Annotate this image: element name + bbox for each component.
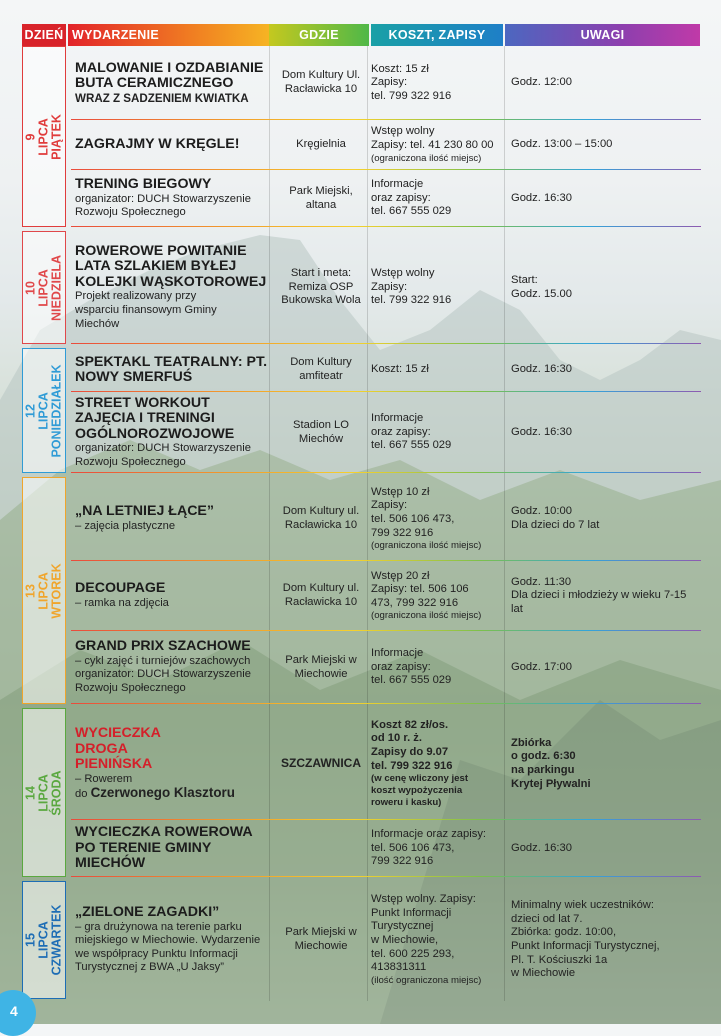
event-note: Godz. 12:00 xyxy=(511,76,572,89)
event-subtitle: Projekt realizowany przy wsparciu finansowym Gminy Miechów xyxy=(75,290,217,330)
event-title: GRAND PRIX SZACHOWE xyxy=(75,638,251,655)
event-location: Stadion LO Miechów xyxy=(293,418,349,445)
event-row xyxy=(71,708,701,820)
event-subtitle: – zajęcia plastyczne xyxy=(75,519,176,532)
event-note: na parkingu xyxy=(511,764,575,776)
event-cost-line: Turystycznej xyxy=(371,920,434,933)
page-number: 4 xyxy=(10,1003,18,1019)
event-cost-line: Koszt: 15 zł xyxy=(371,363,429,376)
day-weekday: WTOREK xyxy=(49,562,64,619)
event-cost-line: oraz zapisy: xyxy=(371,660,431,673)
event-cost-line: Zapisy do 9.07 xyxy=(371,746,449,758)
event-row xyxy=(71,392,701,473)
event-cost-line: w Miechowie, xyxy=(371,934,439,946)
event-subtitle: – Rowerem xyxy=(75,772,133,785)
header-notes: UWAGI xyxy=(505,24,700,46)
event-cost-line: Zapisy: xyxy=(371,280,408,293)
event-row xyxy=(71,477,701,561)
event-note: Zbiórka: godz. 10:00, xyxy=(511,926,617,939)
event-cost-line: tel. 667 555 029 xyxy=(371,439,452,452)
event-title: DECOUPAGE xyxy=(75,580,166,597)
event-row xyxy=(71,120,701,170)
day-weekday: PONIEDZIAŁEK xyxy=(49,363,64,458)
event-note: o godz. 6:30 xyxy=(511,750,576,763)
event-note: Godz. 16:30 xyxy=(511,841,572,854)
event-title: „ZIELONE ZAGADKI” xyxy=(75,904,220,921)
event-cost-line: Koszt: 15 zł xyxy=(371,62,429,75)
event-row xyxy=(71,348,701,392)
event-row xyxy=(71,170,701,227)
event-note: Godz. 16:30 xyxy=(511,191,572,204)
event-subtitle: – gra drużynowa na terenie parku miejskiego w Miechowie. Wydarzenie we współpracy Punktu Informacji Turystycznej z BWA „U Jaksy” xyxy=(75,920,261,974)
event-location: Start i meta: Remiza OSP Bukowska Wola xyxy=(281,267,361,307)
event-row xyxy=(71,820,701,877)
event-cost-line: Informacje xyxy=(371,412,424,425)
day-month: LIPCA xyxy=(36,117,51,156)
event-row xyxy=(71,561,701,631)
event-location: Dom Kultury ul. Racławicka 10 xyxy=(282,582,360,608)
event-cost-line: od 10 r. ż. xyxy=(371,732,422,745)
event-note: Minimalny wiek uczestników: xyxy=(511,899,654,912)
event-cost-line: Koszt 82 zł/os. xyxy=(371,718,449,731)
event-title: ZAGRAJMY W KRĘGLE! xyxy=(75,136,240,153)
event-cost-line: tel. 799 322 916 xyxy=(371,89,452,102)
event-subtitle: WRAZ Z SADZENIEM KWIATKA xyxy=(75,91,249,105)
event-subtitle-line xyxy=(75,786,271,802)
event-cost-line: Informacje xyxy=(371,178,424,191)
event-note: Zbiórka xyxy=(511,736,552,749)
event-cost-line: tel. 799 322 916 xyxy=(371,759,453,772)
event-cost-line: Zapisy: xyxy=(371,76,408,89)
event-title: WYCIECZKA ROWEROWA PO TERENIE GMINY MIECHÓW xyxy=(75,824,253,872)
event-note: Punkt Informacji Turystycznej, xyxy=(511,940,660,952)
row-divider xyxy=(71,343,701,344)
event-cost-line: tel. 506 106 473, xyxy=(371,841,455,854)
event-cost-line: Wstęp wolny xyxy=(371,267,435,280)
day-9 xyxy=(22,46,66,227)
day-num: 10 xyxy=(23,280,38,295)
event-cost-line: 799 322 916 xyxy=(371,526,434,539)
event-subtitle: do xyxy=(75,788,91,801)
day-month: LIPCA xyxy=(36,268,51,307)
day-month: LIPCA xyxy=(36,773,51,812)
event-location: Park Miejski w Miechowie xyxy=(285,926,357,952)
event-cost-line: Zapisy: tel. 506 106 xyxy=(371,583,469,596)
event-location: Dom Kultury amfiteatr xyxy=(290,356,352,382)
event-title: TRENING BIEGOWY xyxy=(75,176,212,193)
event-cost-line: tel. 506 106 473, xyxy=(371,513,455,525)
day-15 xyxy=(22,881,66,999)
header-day: DZIEŃ xyxy=(22,24,66,46)
day-num: 15 xyxy=(23,933,38,947)
day-num: 12 xyxy=(23,403,38,418)
event-note: Godz. 16:30 xyxy=(511,425,572,438)
event-location: Park Miejski w Miechowie xyxy=(285,653,357,680)
row-divider xyxy=(71,472,701,473)
event-location: Kręgielnia xyxy=(296,138,346,151)
day-num: 14 xyxy=(23,785,38,800)
header-cost: KOSZT, ZAPISY xyxy=(371,24,503,46)
event-title: ROWEROWE POWITANIE LATA SZLAKIEM BYŁEJ KOLEJKI WĄSKOTOROWEJ xyxy=(75,242,267,290)
event-note: Start: xyxy=(511,273,538,286)
header-where: GDZIE xyxy=(269,24,369,46)
event-title: „NA LETNIEJ ŁĄCE” xyxy=(75,503,214,520)
event-subtitle-bold: Czerwonego Klasztoru xyxy=(90,785,235,801)
day-weekday: NIEDZIELA xyxy=(49,254,64,321)
event-cost-line: Wstęp 20 zł xyxy=(371,569,430,582)
event-cost-line: tel. 799 322 916 xyxy=(371,294,452,307)
event-note: dzieci od lat 7. xyxy=(511,912,583,925)
day-month: LIPCA xyxy=(36,391,51,430)
event-subtitle: organizator: DUCH Stowarzyszenie Rozwoju Społecznego xyxy=(75,192,251,219)
event-cost-line: tel. 667 555 029 xyxy=(371,674,452,687)
event-note: Krytej Pływalni xyxy=(511,777,591,790)
event-cost-line: Informacje oraz zapisy: xyxy=(371,828,487,841)
event-cost-line: oraz zapisy: xyxy=(371,425,431,438)
day-weekday: PIĄTEK xyxy=(49,113,64,160)
event-cost-line: Wstęp wolny xyxy=(371,125,435,138)
event-cost-line: Wstęp 10 zł xyxy=(371,485,430,498)
event-note: Dla dzieci do 7 lat xyxy=(511,519,600,531)
event-title: WYCIECZKA DROGA PIENIŃSKA xyxy=(75,725,161,773)
event-subtitle: – cykl zajęć i turniejów szachowych organizator: DUCH Stowarzyszenie Rozwoju Społecznego xyxy=(75,654,251,695)
event-cost-line: Zapisy: tel. 41 230 80 00 xyxy=(371,139,494,151)
event-note: w Miechowie xyxy=(511,967,576,980)
event-location: Dom Kultury Ul. Racławicka 10 xyxy=(281,69,361,95)
event-note: Godz. 17:00 xyxy=(511,660,572,673)
row-divider xyxy=(71,226,701,227)
event-subtitle: – ramka na zdjęcia xyxy=(75,596,169,609)
event-cost-line: 799 322 916 xyxy=(371,855,434,868)
day-month: LIPCA xyxy=(36,571,51,610)
event-cost-line: Zapisy: xyxy=(371,499,408,512)
day-month: LIPCA xyxy=(36,921,51,959)
event-cost-line: oraz zapisy: xyxy=(371,191,431,204)
event-cost-line: 473, 799 322 916 xyxy=(371,596,459,609)
day-weekday: CZWARTEK xyxy=(49,904,64,976)
event-cost-line: tel. 600 225 293, xyxy=(371,947,455,960)
event-title: SPEKTAKL TEATRALNY: PT. NOWY SMERFUŚ xyxy=(75,353,268,385)
event-note: Godz. 15.00 xyxy=(511,287,572,300)
event-cost-line: Wstęp wolny. Zapisy: xyxy=(371,893,476,906)
event-note: Godz. 10:00 xyxy=(511,505,572,518)
event-note: Godz. 13:00 – 15:00 xyxy=(511,138,613,151)
event-location: Dom Kultury ul. Racławicka 10 xyxy=(282,505,360,531)
event-cost-note: (ograniczona ilość miejsc) xyxy=(371,152,482,164)
event-subtitle: organizator: DUCH Stowarzyszenie Rozwoju Społecznego xyxy=(75,442,251,468)
event-row xyxy=(71,631,701,704)
row-divider xyxy=(71,703,701,704)
day-14 xyxy=(22,708,66,877)
event-cost-line: 413831311 xyxy=(371,961,427,974)
day-num: 13 xyxy=(23,583,38,598)
day-10 xyxy=(22,231,66,344)
event-cost-note: (ilość ograniczona miejsc) xyxy=(371,974,482,986)
day-weekday: ŚRODA xyxy=(49,769,64,816)
event-note: Dla dzieci i młodzieży w wieku 7-15 lat xyxy=(511,589,687,615)
day-13 xyxy=(22,477,66,704)
event-row xyxy=(71,231,701,344)
event-title: MALOWANIE I OZDABIANIE BUTA CERAMICZNEGO xyxy=(75,59,264,92)
day-num: 9 xyxy=(23,133,38,140)
event-cost-line: Informacje xyxy=(371,647,424,660)
event-cost-line: tel. 667 555 029 xyxy=(371,205,452,218)
event-location: SZCZAWNICA xyxy=(281,756,361,771)
event-title: STREET WORKOUT ZAJĘCIA I TRENINGI OGÓLNOROZWOJOWE xyxy=(75,394,235,442)
header-event: WYDARZENIE xyxy=(68,24,271,46)
event-row xyxy=(71,881,701,999)
event-cost-line: Punkt Informacji xyxy=(371,906,452,919)
event-cost-note: (ograniczona ilość miejsc) xyxy=(371,610,482,622)
event-row xyxy=(71,46,701,120)
event-note: Godz. 16:30 xyxy=(511,363,572,376)
event-note: Pl. T. Kościuszki 1a xyxy=(511,953,608,966)
event-location: Park Miejski, altana xyxy=(289,184,353,211)
event-cost-note: (w cenę wliczony jest koszt wypożyczenia roweru i kasku) xyxy=(371,773,469,809)
day-12 xyxy=(22,348,66,473)
event-cost-note: (ograniczona ilość miejsc) xyxy=(371,540,482,552)
row-divider xyxy=(71,876,701,877)
event-note: Godz. 11:30 xyxy=(511,575,572,588)
